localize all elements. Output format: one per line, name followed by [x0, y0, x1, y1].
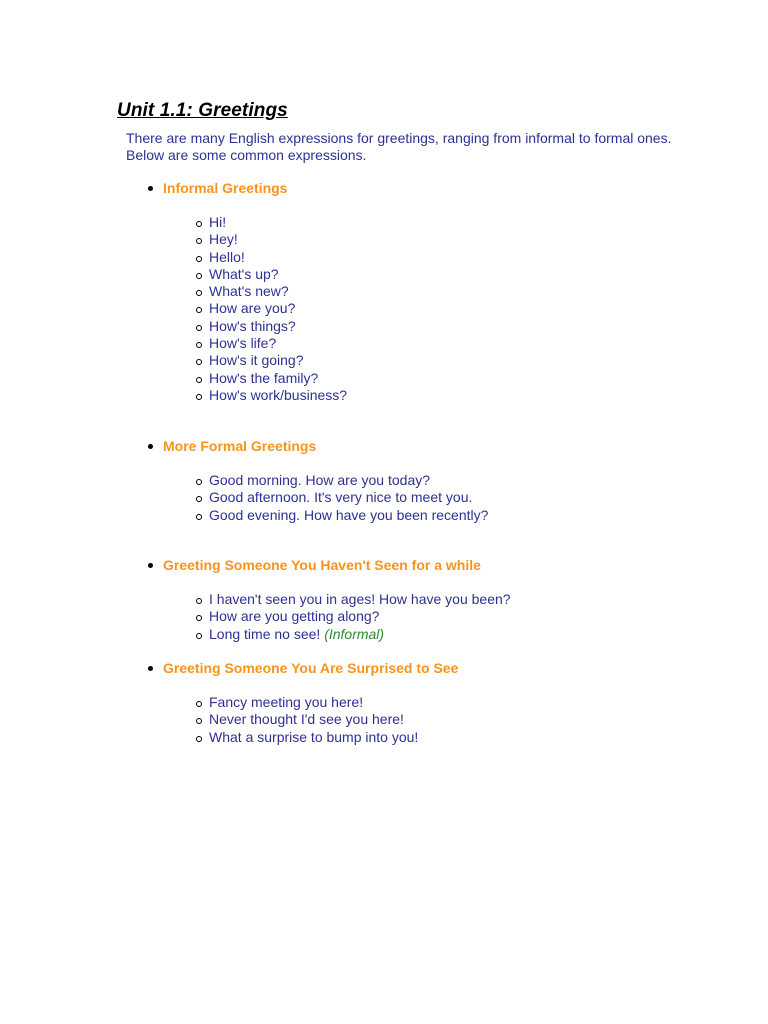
circle-bullet-icon	[196, 394, 202, 400]
section-heading: Greeting Someone You Are Surprised to See	[163, 660, 459, 676]
circle-bullet-icon	[196, 290, 202, 296]
section-heading: Informal Greetings	[163, 180, 288, 196]
circle-bullet-icon	[196, 273, 202, 279]
circle-bullet-icon	[196, 377, 202, 383]
section-heading-row	[145, 437, 745, 455]
list-item: How's work/business?	[145, 387, 745, 404]
circle-bullet-icon	[196, 307, 202, 313]
list-item: How are you?	[145, 300, 745, 317]
list-item: Fancy meeting you here!	[145, 694, 745, 711]
list-item-text: Long time no see!	[209, 625, 321, 642]
informal-greetings-list	[145, 214, 745, 404]
circle-bullet-icon	[196, 496, 202, 502]
section-heading-row	[145, 556, 745, 574]
list-item: Hello!	[145, 249, 745, 266]
section-heading-row	[145, 659, 745, 677]
intro-paragraph: There are many English expressions for greetings, ranging from informal to formal ones. Below are some common expressions.	[126, 130, 672, 163]
section-surprised-to-see	[145, 659, 745, 746]
bullet-icon	[148, 444, 153, 449]
list-item: What's up?	[145, 266, 745, 283]
section-heading: Greeting Someone You Haven't Seen for a while	[163, 557, 481, 573]
list-item: How's things?	[145, 318, 745, 335]
list-item: Hi!	[145, 214, 745, 231]
section-heading: More Formal Greetings	[163, 438, 317, 454]
list-item: How's it going?	[145, 352, 745, 369]
circle-bullet-icon	[196, 238, 202, 244]
circle-bullet-icon	[196, 221, 202, 227]
circle-bullet-icon	[196, 598, 202, 604]
list-item: Good evening. How have you been recently?	[145, 507, 745, 524]
not-seen-greetings-list	[145, 591, 745, 643]
section-informal-greetings	[145, 179, 745, 404]
list-item	[145, 626, 745, 643]
surprised-greetings-list	[145, 694, 745, 746]
list-item: How's life?	[145, 335, 745, 352]
circle-bullet-icon	[196, 256, 202, 262]
circle-bullet-icon	[196, 479, 202, 485]
circle-bullet-icon	[196, 736, 202, 742]
list-item: I haven't seen you in ages! How have you been?	[145, 591, 745, 608]
bullet-icon	[148, 563, 153, 568]
circle-bullet-icon	[196, 514, 202, 520]
list-item: Never thought I'd see you here!	[145, 711, 745, 728]
list-item: Good morning. How are you today?	[145, 472, 745, 489]
bullet-icon	[148, 186, 153, 191]
circle-bullet-icon	[196, 633, 202, 639]
list-item: What's new?	[145, 283, 745, 300]
formal-greetings-list	[145, 472, 745, 524]
section-formal-greetings	[145, 437, 745, 524]
list-item: Good afternoon. It's very nice to meet you.	[145, 489, 745, 506]
circle-bullet-icon	[196, 701, 202, 707]
list-item: How are you getting along?	[145, 608, 745, 625]
circle-bullet-icon	[196, 615, 202, 621]
bullet-icon	[148, 666, 153, 671]
section-heading-row	[145, 179, 745, 197]
circle-bullet-icon	[196, 359, 202, 365]
list-item: Hey!	[145, 231, 745, 248]
circle-bullet-icon	[196, 325, 202, 331]
informal-note: (Informal)	[324, 625, 385, 642]
list-item: How's the family?	[145, 370, 745, 387]
section-not-seen-for-a-while	[145, 556, 745, 643]
list-item: What a surprise to bump into you!	[145, 729, 745, 746]
circle-bullet-icon	[196, 718, 202, 724]
page-title: Unit 1.1: Greetings	[117, 100, 288, 121]
circle-bullet-icon	[196, 342, 202, 348]
